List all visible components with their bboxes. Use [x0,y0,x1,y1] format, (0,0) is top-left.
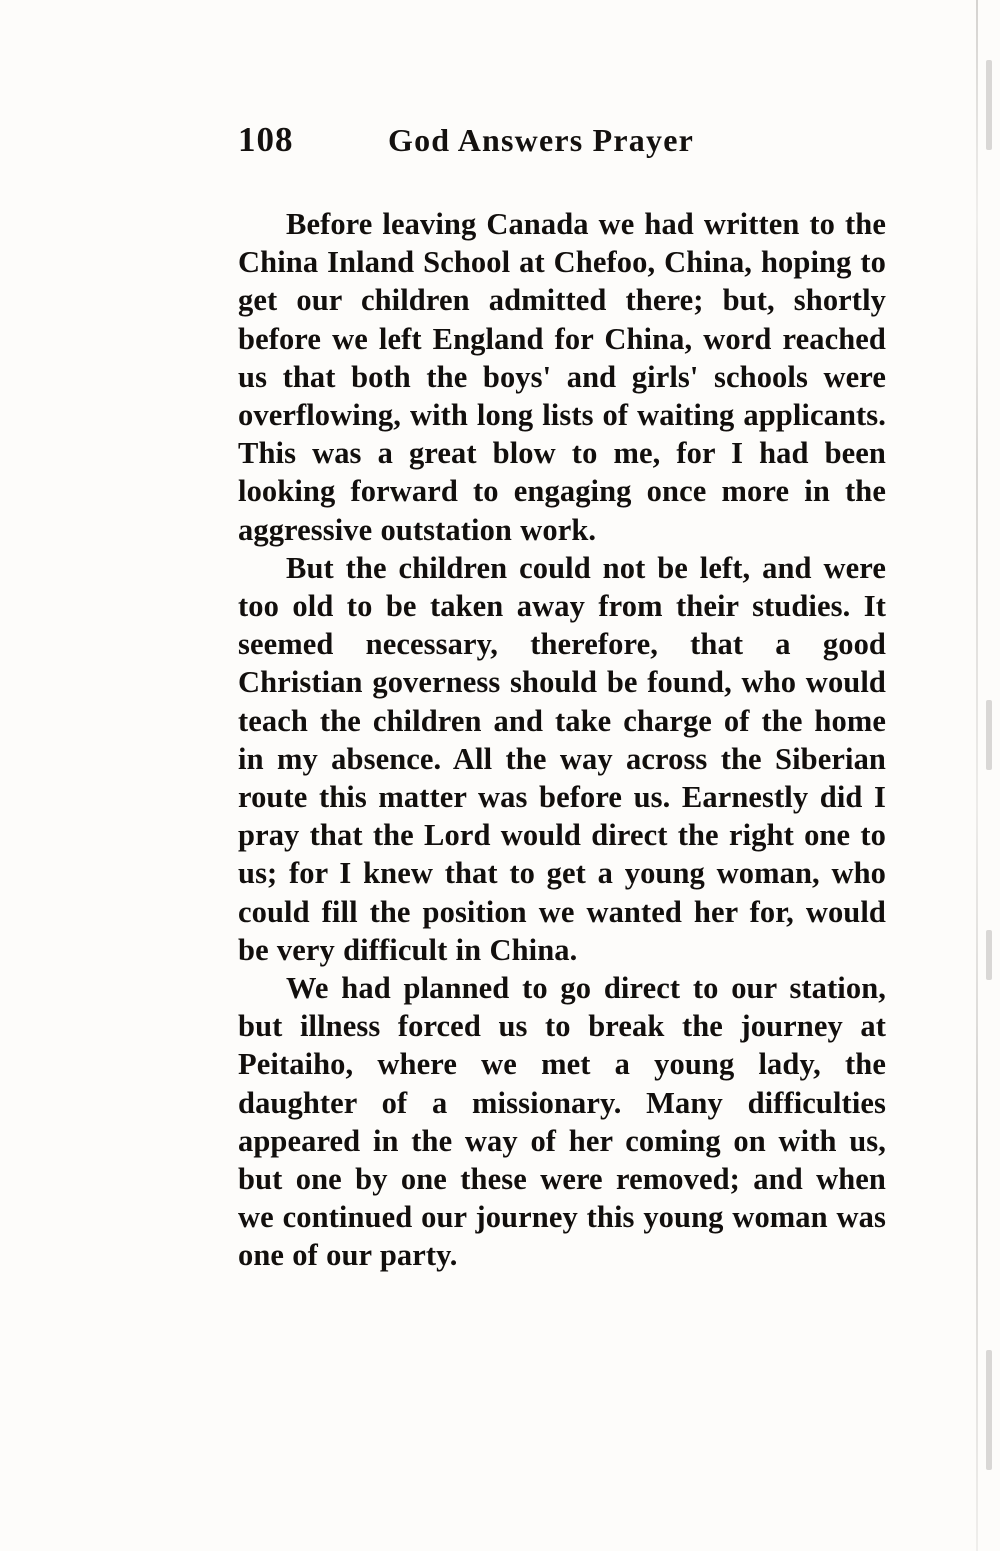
page-edge-line [976,0,978,1551]
page-number: 108 [238,120,294,159]
scan-speckle [986,930,992,980]
scan-speckle [986,60,992,150]
running-title: God Answers Prayer [388,122,695,158]
running-head [238,122,886,157]
paragraph: But the children could not be left, and were too old to be taken away from their studies. It seemed necessary, therefore, that a good Christian governess should be found, who would teach the children and take charge of the home in my absence. All the way across the Siberian route this matter was before us. Earnestly did I pray that the Lord would direct the right one to us; for I knew that to get a young woman, who could fill the position we wanted her for, would be very difficult in China. [238,550,886,967]
page-text-block [238,122,886,1275]
scan-speckle [986,700,992,770]
paragraph: Before leaving Canada we had written to the China Inland School at Chefoo, China, hoping to get our children admitted there; but, shortly before we left England for China, word reached us that both the boys' and girls' schools were overflowing, with long lists of waiting applicants. This was a great blow to me, for I had been looking forward to engaging once more in the aggressive outstation work. [238,207,886,547]
scan-speckle [986,1350,992,1470]
paragraph: We had planned to go direct to our station, but illness forced us to break the journey at Peitaiho, where we met a young lady, the daughter of a missionary. Many difficulties appeared in the way of her coming on with us, but one by one these were removed; and when we continued our journey this young woman was one of our party. [238,971,886,1273]
